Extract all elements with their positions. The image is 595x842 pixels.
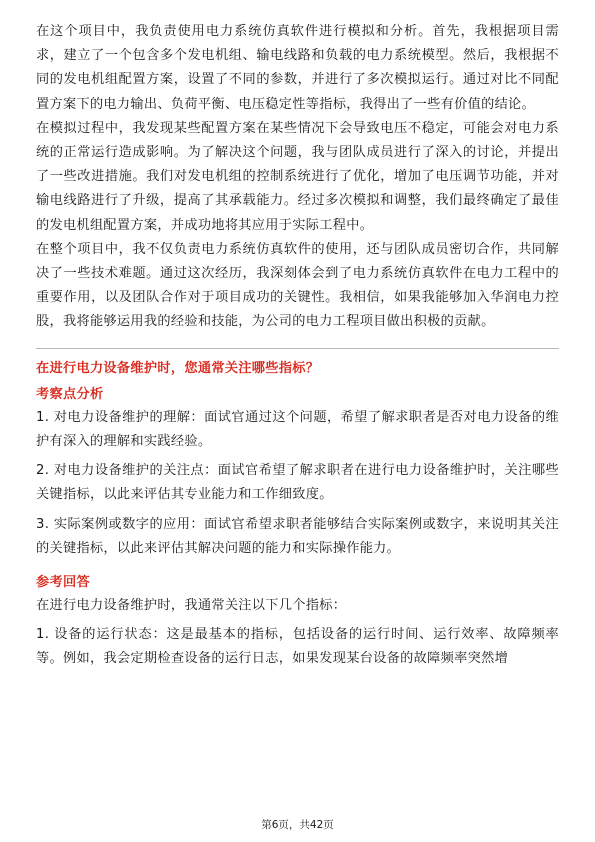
interview-question: 在进行电力设备维护时，您通常关注哪些指标？ — [36, 360, 320, 376]
body-paragraph: 在模拟过程中，我发现某些配置方案在某些情况下会导致电压不稳定，可能会对电力系统的正常运行造成影响。为了解决这个问题，我与团队成员进行了深入的讨论，并提出了一些改进措施。我们对发电机组的控制系统进行了优化，增加了电压调节功能，并对输电线路进行了升级，提高了其承载能力。经过多次模拟和调整，我们最终确定了最佳的发电机组配置方案，并成功地将其应用于实际工程中。 — [36, 120, 559, 233]
page-number-footer: 第6页，共42页 — [261, 819, 334, 831]
analysis-item: 1. 对电力设备维护的理解：面试官通过这个问题，希望了解求职者是否对电力设备的维护有深入的理解和实践经验。 — [36, 409, 559, 450]
analysis-item: 2. 对电力设备维护的关注点：面试官希望了解求职者在进行电力设备维护时，关注哪些关键指标，以此来评估其专业能力和工作细致度。 — [36, 463, 559, 503]
body-paragraph: 在整个项目中，我不仅负责电力系统仿真软件的使用，还与团队成员密切合作，共同解决了一些技术难题。通过这次经历，我深刻体会到了电力系统仿真软件在电力工程中的重要作用，以及团队合作对于项目成功的关键性。我相信，如果我能够加入华润电力控股，我将能够运用我的经验和技能，为公司的电力工程项目做出积极的贡献。 — [36, 241, 559, 330]
answer-item: 1. 设备的运行状态：这是最基本的指标，包括设备的运行时间、运行效率、故障频率等。例如，我会定期检查设备的运行日志，如果发现某台设备的故障频率突然增 — [36, 627, 559, 667]
analysis-heading: 考察点分析 — [36, 386, 104, 402]
section-divider — [36, 348, 559, 349]
answer-intro: 在进行电力设备维护时，我通常关注以下几个指标： — [36, 598, 347, 614]
analysis-item: 3. 实际案例或数字的应用：面试官希望求职者能够结合实际案例或数字，来说明其关注的关键指标，以此来评估其解决问题的能力和实际操作能力。 — [36, 516, 559, 556]
answer-heading: 参考回答 — [36, 575, 90, 591]
page-content — [36, 20, 559, 672]
body-paragraph: 在这个项目中，我负责使用电力系统仿真软件进行模拟和分析。首先，我根据项目需求，建立了一个包含多个发电机组、输电线路和负载的电力系统模型。然后，我根据不同的发电机组配置方案，设置了不同的参数，并进行了多次模拟运行。通过对比不同配置方案下的电力输出、负荷平衡、电压稳定性等指标，我得出了一些有价值的结论。 — [36, 24, 559, 112]
